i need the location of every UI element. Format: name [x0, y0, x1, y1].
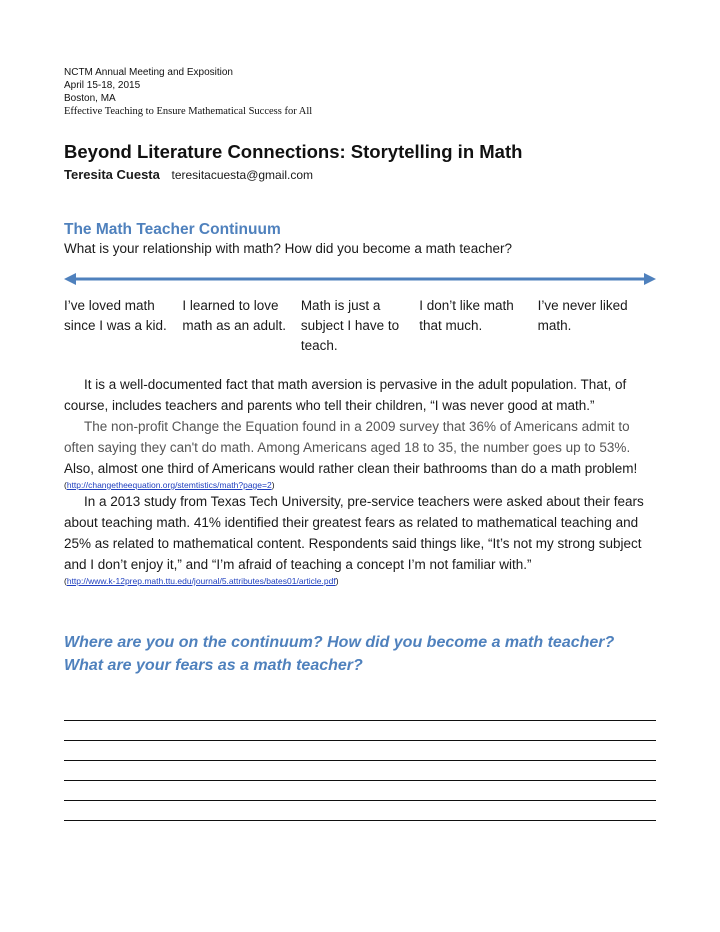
answer-line[interactable]	[64, 741, 656, 761]
answer-line[interactable]	[64, 781, 656, 801]
author-name: Teresita Cuesta	[64, 167, 160, 182]
prompt-line-1: Where are you on the continuum? How did you become a math teacher?	[64, 634, 615, 651]
answer-line[interactable]	[64, 701, 656, 721]
reflection-prompt	[64, 631, 656, 677]
answer-line[interactable]	[64, 801, 656, 821]
survey-text: The non-profit Change the Equation found in a 2009 survey that 36% of Americans admit to often saying they can't do math. Among Americans aged 18 to 35, the number goes up to 53%.	[64, 419, 631, 455]
continuum-label: I’ve never liked math.	[537, 298, 628, 333]
continuum-label: I’ve loved math since I was a kid.	[64, 298, 167, 333]
answer-line[interactable]	[64, 721, 656, 741]
conference-theme: Effective Teaching to Ensure Mathematical Success for All	[64, 106, 313, 117]
paragraph-texas-tech: In a 2013 study from Texas Tech University, pre-service teachers were asked about their fears about teaching math. 41% identified their greatest fears as related to mathematical teaching and 25% as related to mathematical content. Respondents said things like, “It’s not my strong subject and I don’t enjoy it,” and “I’m afraid of teaching a concept I’m not familiar with.”	[64, 494, 644, 572]
continuum-label: Math is just a subject I have to teach.	[300, 298, 400, 353]
paragraph-math-aversion: It is a well-documented fact that math aversion is pervasive in the adult population. That, of course, includes teachers and parents who tell their children, “I was never good at math.”	[64, 377, 627, 413]
citation-link-1[interactable]: http://changetheequation.org/stemtistics/math?page=2	[66, 480, 272, 490]
citation-1: (http://changetheequation.org/stemtistics/math?page=2)	[64, 480, 275, 490]
conference-location: Boston, MA	[64, 93, 116, 104]
document-page	[64, 66, 656, 821]
page-title: Beyond Literature Connections: Storytelling in Math	[64, 141, 523, 162]
answer-lines	[64, 701, 656, 821]
continuum-labels	[64, 296, 656, 356]
survey-text-dark: Also, almost one third of Americans would rather clean their bathrooms than do a math problem!	[64, 461, 638, 476]
continuum-label: I don’t like math that much.	[419, 298, 514, 333]
conference-dates: April 15-18, 2015	[64, 80, 141, 91]
double-arrow-icon	[64, 270, 656, 288]
prompt-line-2: What are your fears as a math teacher?	[64, 657, 363, 674]
continuum-label: I learned to love math as an adult.	[182, 298, 286, 333]
section-heading: The Math Teacher Continuum	[64, 221, 281, 238]
author-line	[64, 166, 656, 184]
answer-line[interactable]	[64, 761, 656, 781]
citation-2: (http://www.k-12prep.math.ttu.edu/journal/5.attributes/bates01/article.pdf)	[64, 576, 339, 586]
author-email: teresitacuesta@gmail.com	[171, 168, 314, 182]
paragraph-survey	[64, 416, 656, 479]
citation-link-2[interactable]: http://www.k-12prep.math.ttu.edu/journal/5.attributes/bates01/article.pdf	[66, 576, 336, 586]
conference-name: NCTM Annual Meeting and Exposition	[64, 67, 233, 78]
continuum-question: What is your relationship with math? How did you become a math teacher?	[64, 241, 512, 256]
